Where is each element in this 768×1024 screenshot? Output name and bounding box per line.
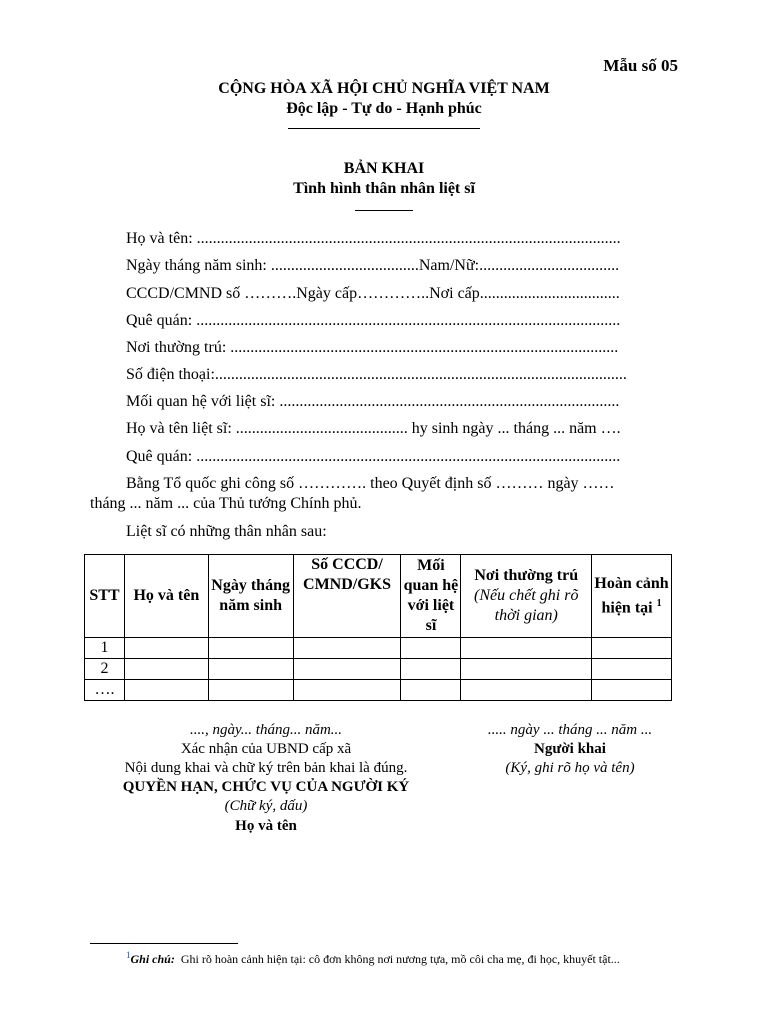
relatives-table: [84, 554, 672, 701]
column-header-id-number: [293, 555, 401, 638]
header-divider: [288, 128, 480, 129]
cell-residence[interactable]: [461, 680, 592, 701]
cell-id-number[interactable]: [293, 638, 401, 659]
column-header-relationship: Mối quan hệ với liệt sĩ: [401, 555, 461, 638]
field-birth-date-gender[interactable]: Ngày tháng năm sinh: .....................................Nam/Nữ:...................................: [126, 257, 620, 274]
cell-circumstance[interactable]: [592, 638, 672, 659]
form-number: Mẫu số 05: [603, 56, 678, 75]
footnote-mark: 1: [126, 950, 131, 960]
signer-authority: QUYỀN HẠN, CHỨC VỤ CỦA NGƯỜI KÝ: [122, 779, 410, 795]
cell-circumstance[interactable]: [592, 659, 672, 680]
field-hometown[interactable]: Quê quán: ..........................................................................................................: [126, 312, 621, 329]
cell-residence[interactable]: [461, 638, 592, 659]
column-header-residence: [461, 555, 592, 638]
field-martyr-hometown[interactable]: Quê quán: ..........................................................................................................: [126, 448, 621, 465]
table-row: [85, 638, 672, 659]
cell-name[interactable]: [124, 659, 208, 680]
cell-circumstance[interactable]: [592, 680, 672, 701]
cell-birth-date[interactable]: [208, 659, 293, 680]
field-residence[interactable]: Nơi thường trú: .................................................................................................: [126, 339, 619, 356]
column-header-residence-note: (Nếu chết ghi rõ thời gian): [474, 587, 579, 624]
footnote-divider: [90, 943, 238, 944]
row-number: 1: [85, 638, 125, 659]
table-header-row: [85, 555, 672, 638]
field-id-number[interactable]: CCCD/CMND số ……….Ngày cấp…………..Nơi cấp...................................: [126, 285, 620, 302]
cell-name[interactable]: [124, 680, 208, 701]
table-intro: Liệt sĩ có những thân nhân sau:: [126, 523, 327, 540]
table-row: [85, 680, 672, 701]
footnote-label: Ghi chú:: [130, 952, 175, 966]
left-sign-note: (Chữ ký, dấu): [224, 798, 308, 814]
field-relationship[interactable]: Mối quan hệ với liệt sĩ: .....................................................................................: [126, 393, 620, 410]
nation-heading: CỘNG HÒA XÃ HỘI CHỦ NGHĨA VIỆT NAM: [218, 80, 550, 97]
cell-relationship[interactable]: [401, 680, 461, 701]
row-number: ….: [85, 680, 125, 701]
document-title: BẢN KHAI: [343, 160, 425, 177]
footnote: [126, 950, 620, 967]
field-phone[interactable]: Số điện thoại:.......................................................................................................: [126, 366, 627, 383]
column-header-name: Họ và tên: [124, 555, 208, 638]
column-header-birth-date: Ngày tháng năm sinh: [208, 555, 293, 638]
cell-birth-date[interactable]: [208, 638, 293, 659]
table-row: [85, 659, 672, 680]
left-signer-name: Họ và tên: [235, 818, 297, 834]
footnote-text: Ghi rõ hoàn cảnh hiện tại: cô đơn không nơi nương tựa, mồ côi cha mẹ, đi học, khuyết tật...: [180, 952, 620, 966]
column-header-residence-label: Nơi thường trú: [474, 567, 579, 584]
commune-confirmation: Xác nhận của UBND cấp xã: [180, 741, 352, 757]
row-number: 2: [85, 659, 125, 680]
cell-residence[interactable]: [461, 659, 592, 680]
motto: Độc lập - Tự do - Hạnh phúc: [286, 100, 482, 117]
cell-name[interactable]: [124, 638, 208, 659]
footnote-reference: 1: [656, 597, 662, 609]
cell-relationship[interactable]: [401, 659, 461, 680]
column-header-circumstance-label: Hoàn cảnh hiện tại: [594, 574, 669, 617]
right-sign-note: (Ký, ghi rõ họ và tên): [505, 760, 635, 776]
declarant-title: Người khai: [534, 741, 606, 757]
column-header-id-number-label: Số CCCD/ CMND/GKS: [303, 556, 392, 593]
declaration-line-2[interactable]: tháng ... năm ... của Thủ tướng Chính phủ.: [90, 495, 362, 512]
cell-relationship[interactable]: [401, 638, 461, 659]
right-date-line: ..... ngày ... tháng ... năm ...: [487, 722, 653, 738]
cell-birth-date[interactable]: [208, 680, 293, 701]
declaration-line-1[interactable]: Bằng Tổ quốc ghi công số …………. theo Quyết định số ……… ngày ……: [126, 475, 615, 492]
left-date-line: ...., ngày... tháng... năm...: [189, 722, 343, 738]
confirmation-statement: Nội dung khai và chữ ký trên bản khai là đúng.: [124, 760, 408, 776]
column-header-circumstance: [592, 555, 672, 638]
title-divider: [355, 210, 413, 211]
document-subtitle: Tình hình thân nhân liệt sĩ: [293, 180, 475, 197]
field-full-name[interactable]: Họ và tên: ..........................................................................................................: [126, 230, 621, 247]
cell-id-number[interactable]: [293, 659, 401, 680]
field-martyr-name[interactable]: Họ và tên liệt sĩ: ........................................... hy sinh ngày ... tháng ... năm ….: [126, 420, 621, 437]
cell-id-number[interactable]: [293, 680, 401, 701]
column-header-stt: STT: [85, 555, 125, 638]
